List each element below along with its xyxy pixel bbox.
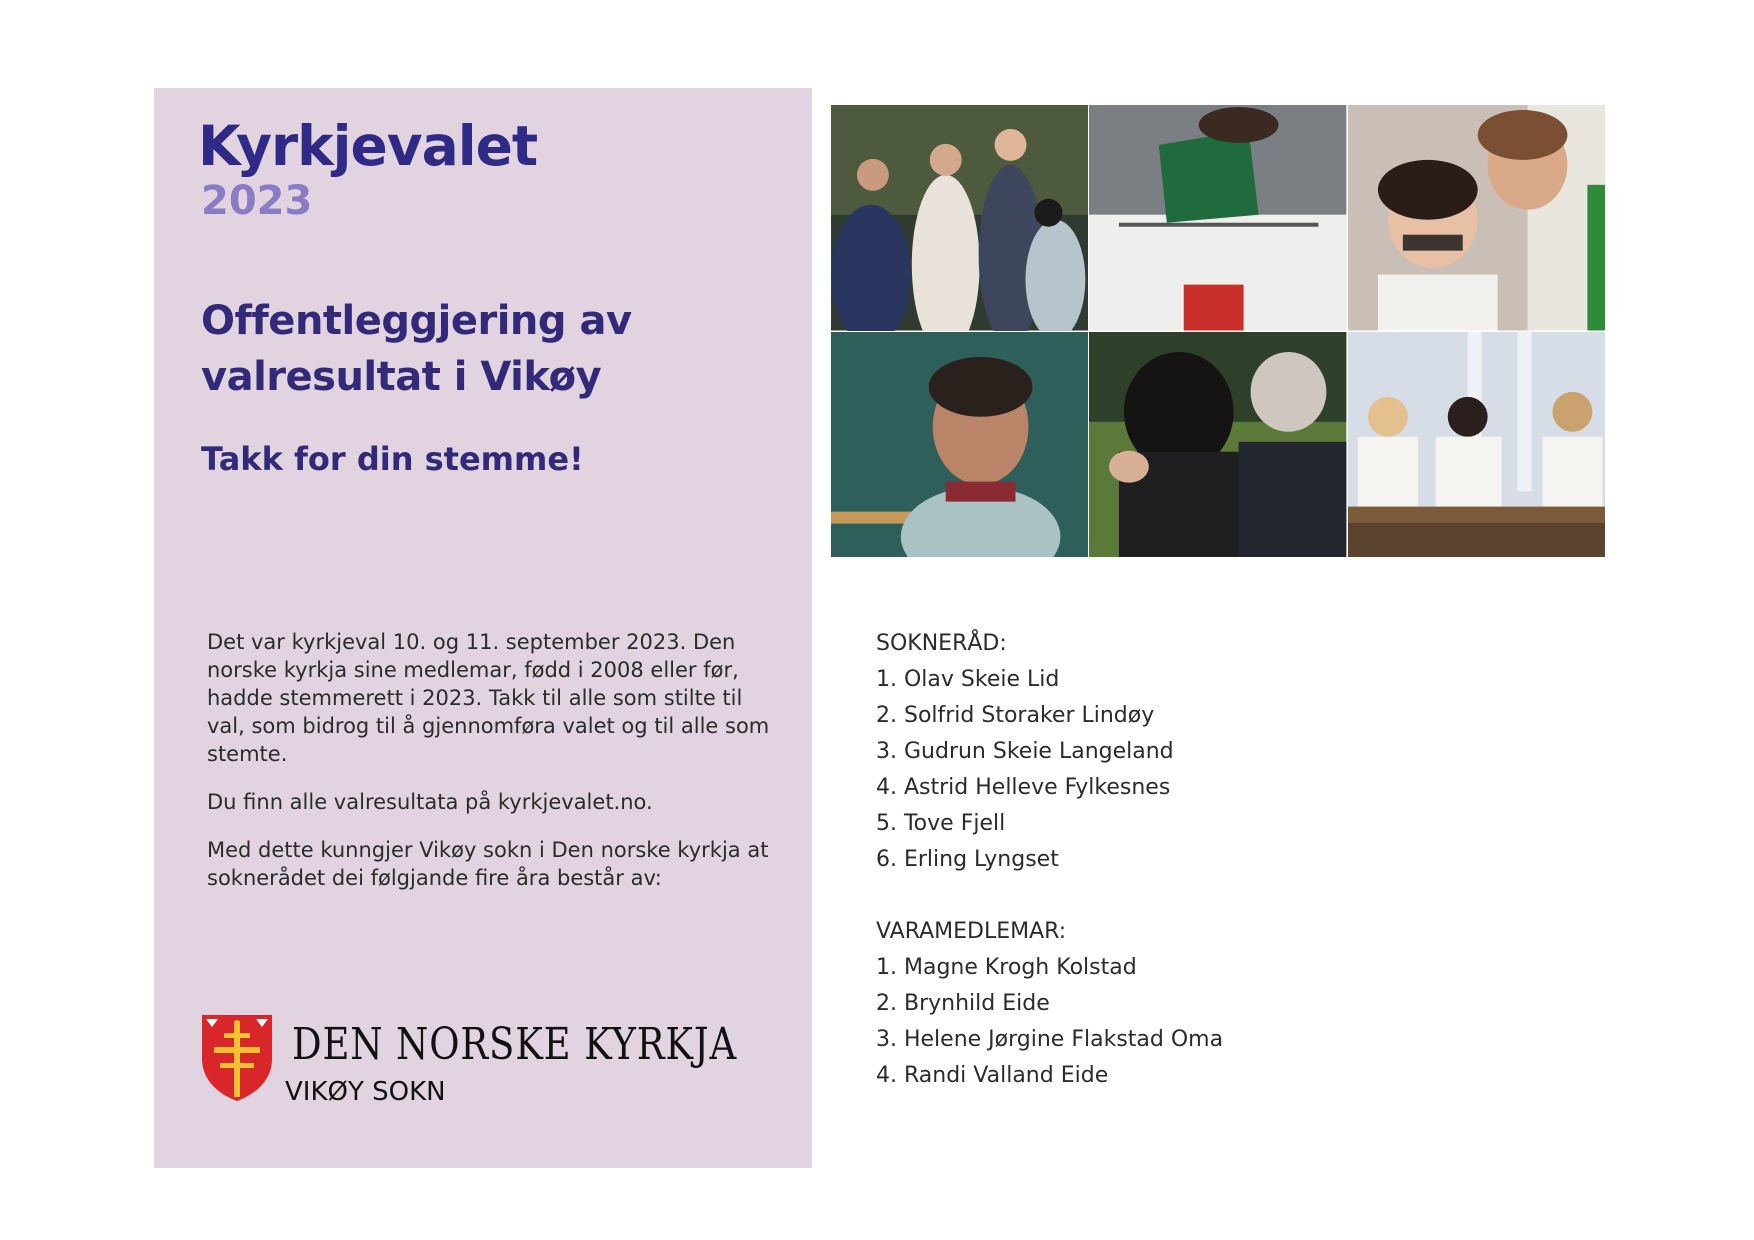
photo-smiling-woman — [831, 332, 1088, 558]
paragraph-results-link: Du finn alle valresultata på kyrkjevalet.no. — [207, 790, 653, 814]
photo-ballot-box — [1089, 105, 1346, 331]
church-shield-icon — [200, 1013, 274, 1103]
deputy-member: 1. Magne Krogh Kolstad — [876, 955, 1137, 980]
thanks-subtitle: Takk for din stemme! — [201, 440, 584, 478]
deputies-heading: VARAMEDLEMAR: — [876, 919, 1067, 944]
council-heading: SOKNERÅD: — [876, 631, 1007, 656]
photo-embrace — [1089, 332, 1346, 558]
council-member: 3. Gudrun Skeie Langeland — [876, 739, 1174, 764]
council-member: 1. Olav Skeie Lid — [876, 667, 1060, 692]
photo-choir-youth — [1348, 332, 1605, 558]
paragraph-announcement: Med dette kunngjer Vikøy sokn i Den norske kyrkja at soknerådet dei følgjande fire åra består av: — [207, 838, 769, 890]
council-member: 5. Tove Fjell — [876, 811, 1006, 836]
deputy-member: 4. Randi Valland Eide — [876, 1063, 1109, 1088]
photo-priest-blessing — [1348, 105, 1605, 331]
brand-year: 2023 — [201, 178, 313, 224]
church-logo — [200, 1013, 780, 1113]
deputy-member: 3. Helene Jørgine Flakstad Oma — [876, 1027, 1224, 1052]
election-results — [876, 626, 1476, 1094]
photo-collage — [831, 105, 1605, 557]
photo-people-applauding — [831, 105, 1088, 331]
page-title — [201, 293, 761, 405]
list-spacer — [876, 878, 1476, 914]
council-member: 4. Astrid Helleve Fylkesnes — [876, 775, 1171, 800]
announcement-panel — [154, 88, 812, 1168]
headline-line-1: Offentleggjering av — [201, 298, 632, 344]
paragraph-election-info: Det var kyrkjeval 10. og 11. september 2023. Den norske kyrkja sine medlemar, fødd i 2008 eller før, hadde stemmerett i 2023. Takk til alle som stilte til val, som bidrog til å gjennomføra valet og til alle som stemte. — [207, 630, 770, 766]
deputy-member: 2. Brynhild Eide — [876, 991, 1050, 1016]
headline-line-2: valresultat i Vikøy — [201, 354, 602, 400]
brand-title: Kyrkjevalet — [198, 114, 538, 178]
body-text — [207, 628, 777, 912]
council-member: 6. Erling Lyngset — [876, 847, 1059, 872]
church-name: DEN NORSKE KYRKJA — [292, 1019, 738, 1070]
parish-name: VIKØY SOKN — [285, 1077, 446, 1107]
council-member: 2. Solfrid Storaker Lindøy — [876, 703, 1155, 728]
